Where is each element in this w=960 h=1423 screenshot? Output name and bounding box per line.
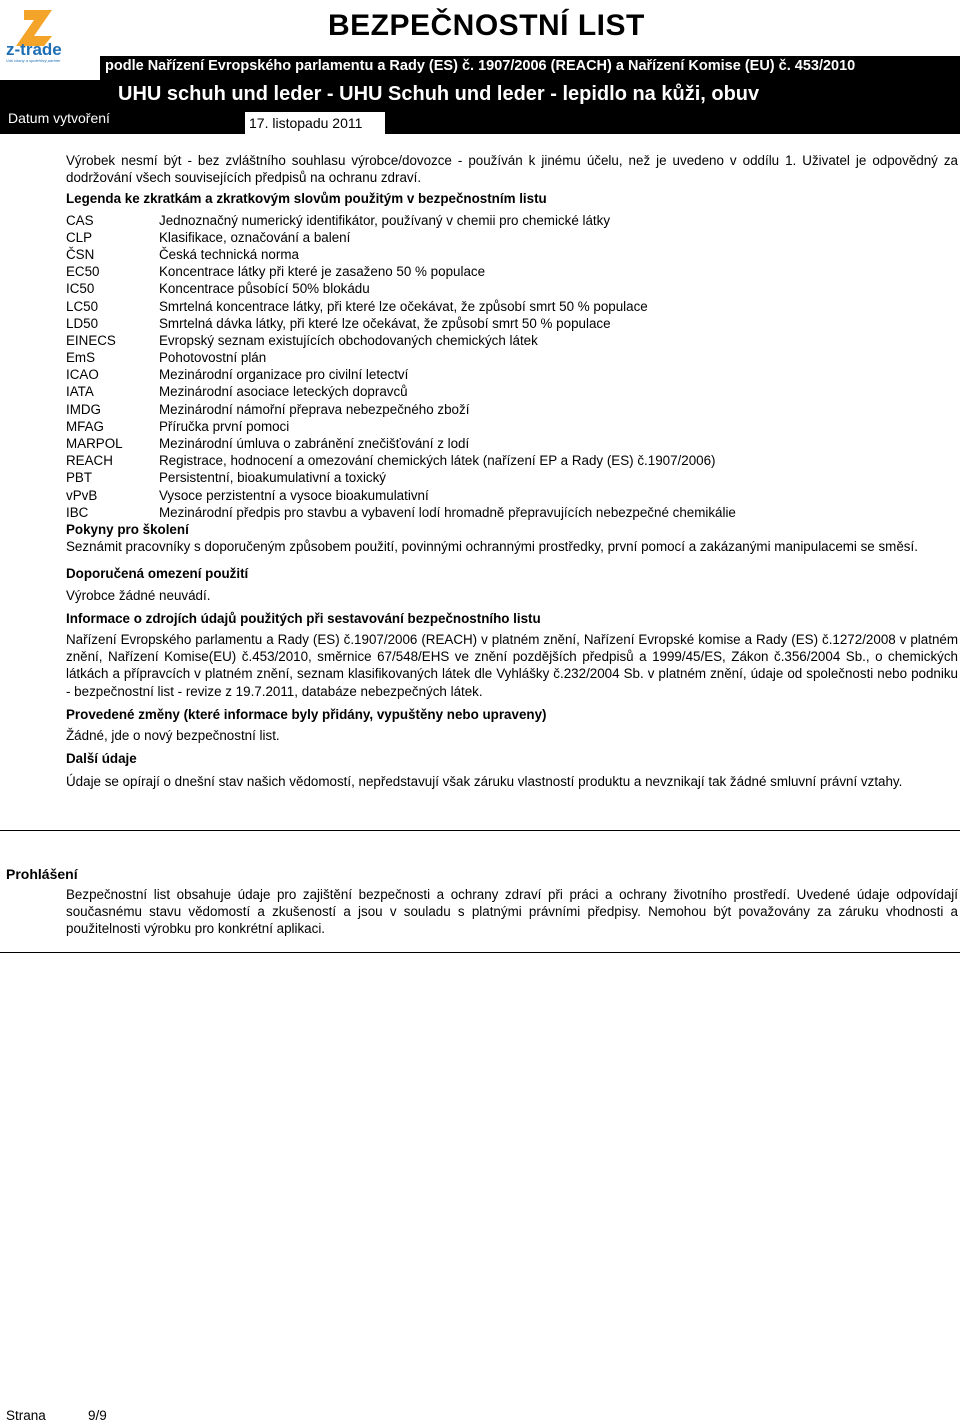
- changes-text: Žádné, jde o nový bezpečnostní list.: [66, 728, 280, 744]
- product-name: UHU schuh und leder - UHU Schuh und leder - lepidlo na kůži, obuv: [118, 83, 760, 105]
- abbreviation-desc: Česká technická norma: [159, 246, 299, 262]
- abbreviation-row: [66, 298, 958, 315]
- changes-heading: Provedené změny (které informace byly přidány, vypuštěny nebo upraveny): [66, 706, 547, 722]
- legend-heading: Legenda ke zkratkám a zkratkovým slovům použitým v bezpečnostním listu: [66, 191, 547, 207]
- sources-text: Nařízení Evropského parlamentu a Rady (ES) č.1907/2006 (REACH) v platném znění, Nařízení Evropské komise a Rady (ES) č.1272/2008 v platném znění, Nařízení Komise(EU) č.453/2010, směrnice 67/548/EHS ve znění pozdějších předpisů a 1999/45/ES, Zákon č.356/2004 Sb., o chemických látkách a přípravcích v platném znění, seznam klasifikovaných látek dle Vyhlášky č.232/2004 Sb. v platném znění, údaje od společnosti nebo podniku - bezpečnostní list - revize z 19.7.2011, databáze nebezpečných látek.: [66, 632, 958, 699]
- abbreviation-desc: Příručka první pomoci: [159, 418, 290, 434]
- abbreviation-code: CAS: [66, 212, 94, 228]
- abbreviation-row: [66, 366, 958, 383]
- declaration-text: Bezpečnostní list obsahuje údaje pro zajištění bezpečnosti a ochrany zdraví při práci a ochrany životního prostředí. Uvedené údaje odpovídají současnému stavu vědomostí a zkušeností a jsou v souladu s platnými právními předpisy. Nemohou být považovány za záruku vhodnosti a použitelnosti výrobku pro konkrétní aplikaci.: [66, 887, 958, 937]
- abbreviation-code: IC50: [66, 281, 95, 297]
- abbreviation-desc: Koncentrace látky při které je zasaženo 50 % populace: [159, 264, 486, 280]
- abbreviation-row: [66, 332, 958, 349]
- date-label: Datum vytvoření: [8, 110, 110, 126]
- abbreviation-code: EC50: [66, 264, 100, 280]
- abbreviation-code: REACH: [66, 453, 113, 469]
- abbreviation-row: [66, 452, 958, 469]
- further-heading: Další údaje: [66, 751, 137, 767]
- section-divider: [0, 830, 960, 831]
- abbreviation-code: CLP: [66, 229, 93, 245]
- footer-page-number: 9/9: [88, 1408, 107, 1423]
- abbreviation-row: [66, 349, 958, 366]
- abbreviation-row: [66, 383, 958, 400]
- abbreviation-code: ICAO: [66, 367, 99, 383]
- abbreviation-code: EINECS: [66, 332, 116, 348]
- abbreviation-row: [66, 315, 958, 332]
- abbreviation-row: [66, 401, 958, 418]
- abbreviation-code: MFAG: [66, 418, 104, 434]
- abbreviation-row: [66, 246, 958, 263]
- logo-tagline: Váš vítaný a spolehlivý partner: [6, 58, 61, 63]
- abbreviation-desc: Registrace, hodnocení a omezování chemických látek (nařízení EP a Rady (ES) č.1907/2006): [159, 453, 716, 469]
- abbreviation-code: MARPOL: [66, 436, 123, 452]
- footer-page-label: Strana: [6, 1408, 46, 1423]
- main-content: [66, 152, 958, 791]
- abbreviation-desc: Koncentrace působící 50% blokádu: [159, 281, 370, 297]
- abbreviation-code: EmS: [66, 350, 96, 366]
- abbreviation-desc: Smrtelná koncentrace látky, při které lze očekávat, že způsobí smrt 50 % populace: [159, 298, 648, 314]
- abbreviation-row: [66, 487, 958, 504]
- z-trade-logo: [4, 6, 70, 64]
- abbreviation-desc: Jednoznačný numerický identifikátor, používaný v chemii pro chemické látky: [159, 212, 611, 228]
- restrictions-heading: Doporučená omezení použití: [66, 566, 249, 582]
- abbreviation-desc: Smrtelná dávka látky, při které lze očekávat, že způsobí smrt 50 % populace: [159, 315, 611, 331]
- abbreviation-code: LC50: [66, 298, 99, 314]
- abbreviation-desc: Klasifikace, označování a balení: [159, 229, 351, 245]
- abbreviation-table: [66, 212, 958, 521]
- abbreviation-row: [66, 435, 958, 452]
- abbreviation-code: PBT: [66, 470, 93, 486]
- abbreviation-row: [66, 229, 958, 246]
- document-title: BEZPEČNOSTNÍ LIST: [328, 9, 645, 42]
- date-value: 17. listopadu 2011: [245, 112, 385, 134]
- abbreviation-row: [66, 212, 958, 229]
- abbreviation-desc: Mezinárodní organizace pro civilní letectví: [159, 367, 409, 383]
- abbreviation-row: [66, 418, 958, 435]
- regulation-subtitle: podle Nařízení Evropského parlamentu a Rady (ES) č. 1907/2006 (REACH) a Nařízení Komise (EU) č. 453/2010: [105, 58, 856, 74]
- training-heading: Pokyny pro školení: [66, 521, 189, 537]
- abbreviation-desc: Mezinárodní úmluva o zabránění znečišťování z lodí: [159, 436, 470, 452]
- abbreviation-code: IATA: [66, 384, 94, 400]
- abbreviation-row: [66, 280, 958, 297]
- abbreviation-desc: Evropský seznam existujících obchodovaných chemických látek: [159, 332, 538, 348]
- abbreviation-desc: Vysoce perzistentní a vysoce bioakumulativní: [159, 487, 429, 503]
- sources-heading: Informace o zdrojích údajů použitých při sestavování bezpečnostního listu: [66, 610, 541, 626]
- declaration-heading: Prohlášení: [6, 866, 78, 882]
- abbreviation-code: LD50: [66, 315, 99, 331]
- abbreviation-code: ČSN: [66, 246, 95, 262]
- abbreviation-code: IMDG: [66, 401, 101, 417]
- abbreviation-row: [66, 263, 958, 280]
- abbreviation-desc: Mezinárodní asociace leteckých dopravců: [159, 384, 408, 400]
- intro-paragraph: Výrobek nesmí být - bez zvláštního souhlasu výrobce/dovozce - používán k jinému účelu, než je uvedeno v oddílu 1. Uživatel je odpovědný za dodržování všech souvisejících předpisů na ochranu zdraví.: [66, 153, 958, 186]
- declaration-divider: [0, 952, 960, 953]
- abbreviation-desc: Mezinárodní námořní přeprava nebezpečného zboží: [159, 401, 470, 417]
- logo-text: z-trade: [6, 40, 62, 59]
- abbreviation-row: [66, 504, 958, 521]
- restrictions-text: Výrobce žádné neuvádí.: [66, 587, 211, 603]
- abbreviation-code: vPvB: [66, 487, 98, 503]
- abbreviation-row: [66, 469, 958, 486]
- training-text: Seznámit pracovníky s doporučeným způsobem použití, povinnými ochrannými prostředky, první pomocí a zakázanými manipulacemi se směsí.: [66, 539, 918, 555]
- abbreviation-desc: Pohotovostní plán: [159, 350, 267, 366]
- further-text: Údaje se opírají o dnešní stav našich vědomostí, nepředstavují však záruku vlastností produktu a nevznikají tak žádné smluvní právní vztahy.: [66, 774, 903, 790]
- abbreviation-desc: Mezinárodní předpis pro stavbu a vybavení lodí hromadně přepravujících nebezpečné chemikálie: [159, 504, 736, 520]
- abbreviation-code: IBC: [66, 504, 89, 520]
- abbreviation-desc: Persistentní, bioakumulativní a toxický: [159, 470, 387, 486]
